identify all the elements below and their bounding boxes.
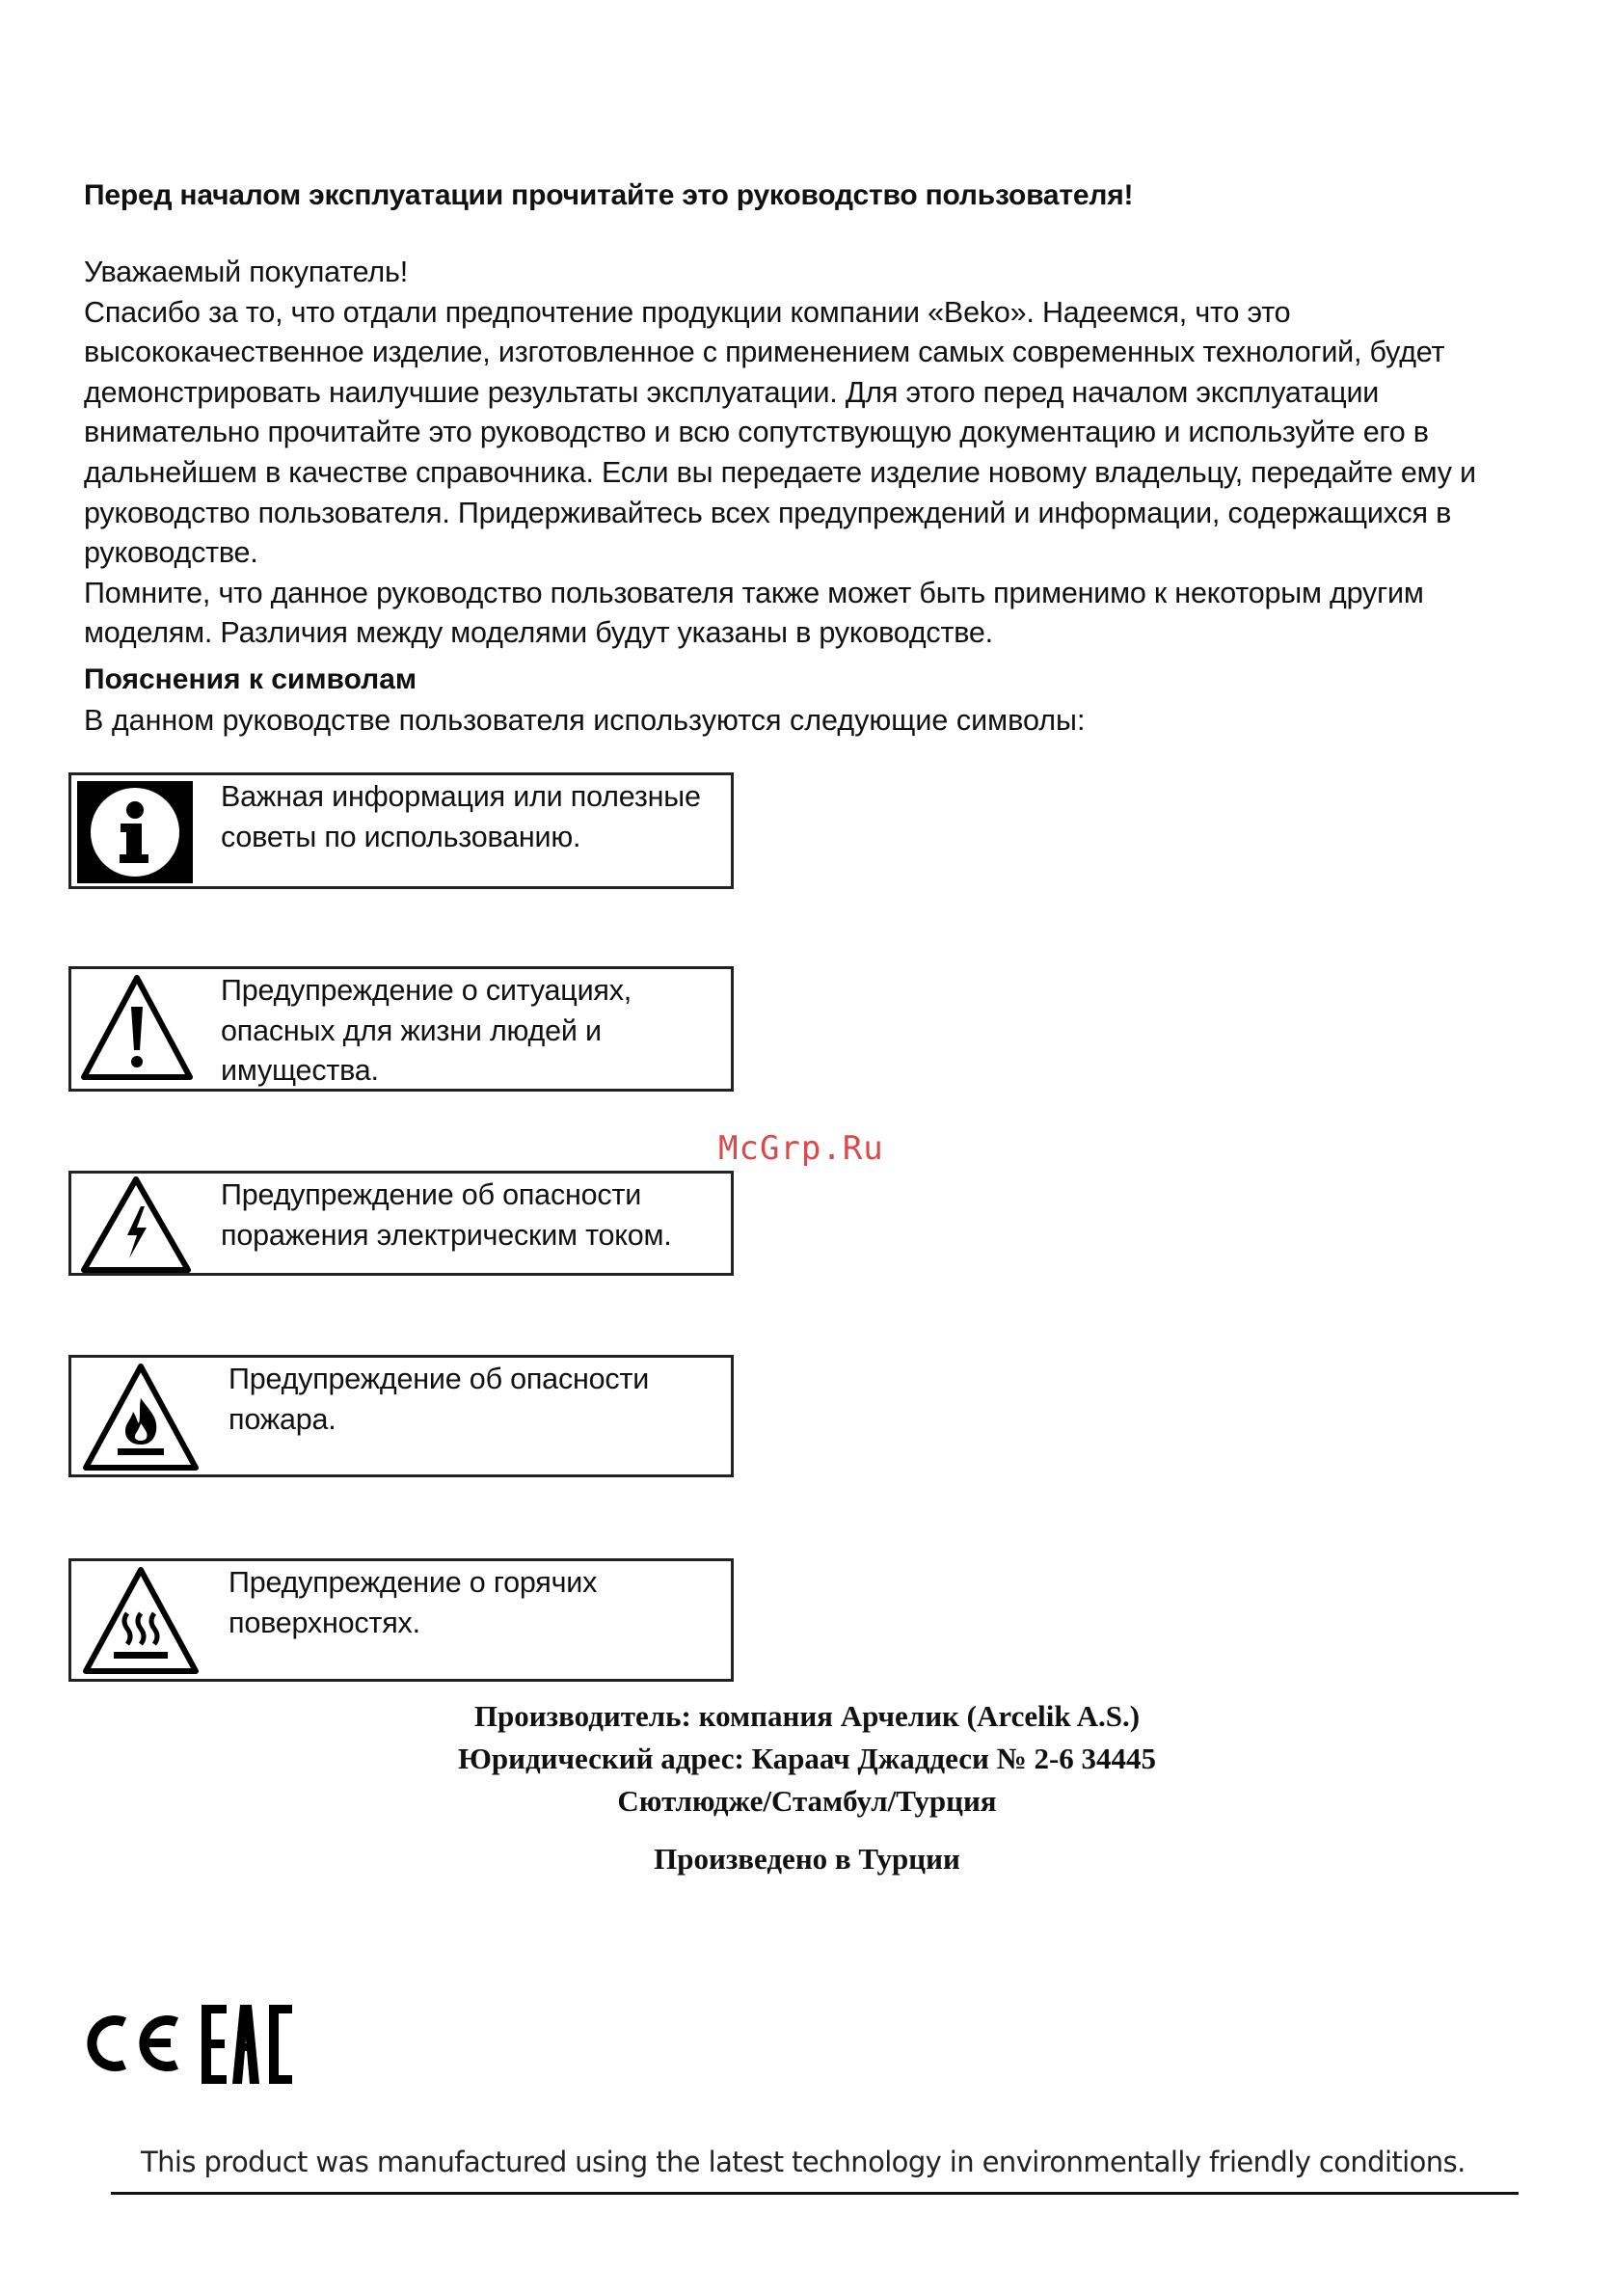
symbol-box-warning xyxy=(68,966,734,1092)
symbols-subtitle: В данном руководстве пользователя используются следующие символы: xyxy=(84,704,1086,737)
symbols-title: Пояснения к символам xyxy=(84,663,417,695)
symbol-box-hot-surface xyxy=(68,1558,734,1682)
manufacturer-line-2: Юридический адрес: Караач Джаддеси № 2-6 34445 xyxy=(457,1742,1157,1775)
intro-paragraph-1: Спасибо за то, что отдали предпочтение продукции компании «Beko». Надеемся, что это высококачественное изделие, изготовленное с применением самых современных технологий, будет демонстрировать наилучшие результаты эксплуатации. Для этого перед началом эксплуатации внимательно прочитайте это руководство и всю сопутствующую документацию и используйте его в дальнейшем в качестве справочника. Если вы передаете изделие новому владельцу, передайте ему и руководство пользователя. Придерживайтесь всех предупреждений и информации, содержащихся в руководстве. xyxy=(84,295,1476,570)
fire-icon xyxy=(81,1362,201,1480)
page-heading: Перед началом эксплуатации прочитайте это руководство пользователя! xyxy=(84,179,1134,211)
manufacturer-line-1: Производитель: компания Арчелик (Arcelik A.S.) xyxy=(473,1699,1141,1733)
ce-eac-marks-icon xyxy=(82,2001,304,2088)
symbol-text-warning: Предупреждение о ситуациях, опасных для жизни людей и имущества. xyxy=(221,974,632,1088)
intro-paragraph-2: Помните, что данное руководство пользователя также может быть применимо к некоторым другим моделям. Различия между моделями будут указаны в руководстве. xyxy=(84,576,1424,650)
made-in: Произведено в Турции xyxy=(654,1842,960,1876)
warning-icon xyxy=(79,973,195,1090)
symbol-box-fire xyxy=(68,1355,734,1477)
footer-statement: This product was manufactured using the latest technology in environmentally friendly conditions. xyxy=(141,2146,1466,2178)
symbol-text-fire: Предупреждение об опасности пожара. xyxy=(229,1363,650,1436)
info-icon xyxy=(77,781,193,888)
symbol-text-hot-surface: Предупреждение о горячих поверхностях. xyxy=(229,1566,598,1639)
footer-divider xyxy=(111,2192,1519,2195)
intro-greeting: Уважаемый покупатель! xyxy=(84,256,408,288)
certification-marks xyxy=(82,2001,304,2093)
electric-shock-icon xyxy=(79,1175,193,1281)
watermark: McGrp.Ru xyxy=(718,1129,884,1168)
symbol-text-electric: Предупреждение об опасности поражения электрическим током. xyxy=(221,1178,672,1252)
symbol-box-info xyxy=(68,772,734,889)
manufacturer-line-3: Сютлюдже/Стамбул/Турция xyxy=(617,1784,997,1818)
hot-surface-icon xyxy=(81,1565,201,1684)
intro-text xyxy=(84,253,1530,654)
symbol-box-electric xyxy=(68,1171,734,1276)
symbol-text-info: Важная информация или полезные советы по использованию. xyxy=(221,780,701,853)
